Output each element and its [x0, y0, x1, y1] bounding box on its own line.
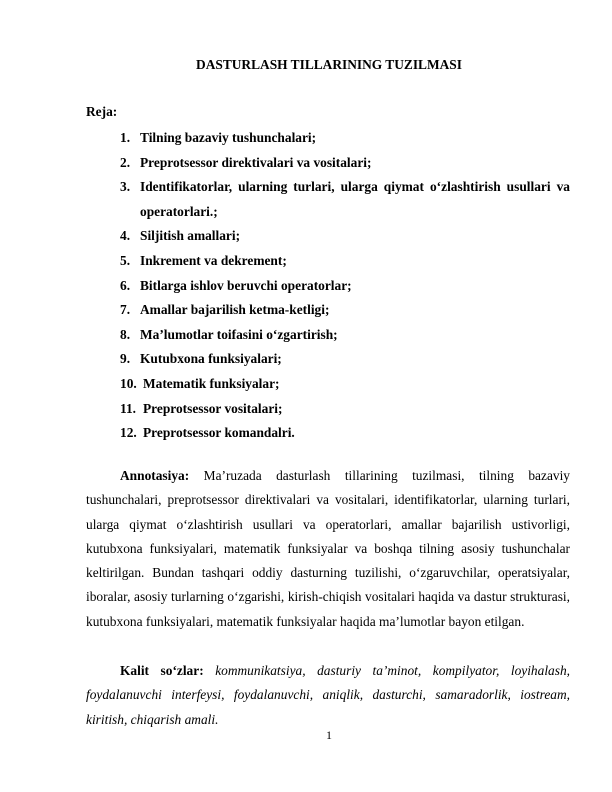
plan-item: [120, 298, 570, 323]
plan-item-text: Preprotsessor vositalari;: [143, 400, 283, 416]
plan-item-text: Preprotsessor direktivalari va vositalari;: [140, 154, 372, 170]
plan-item-text: Inkrement va dekrement;: [140, 252, 287, 268]
plan-item-number: 6.: [120, 277, 131, 293]
annotation-text: Ma’ruzada dasturlash tillarining tuzilmasi, tilning bazaviy tushunchalari, preprotsessor direktivalari va vositalari, identifikatorlar, ularning turlari, ularga qiymat o‘zlashtirish usullari va operatorlari, amallar bajarilish ustivorligi, kutubxona funksiyalari, matematik funksiyalar va boshqa tilning asosiy tushunchalar keltirilgan. Bundan tashqari oddiy dasturning tuzilishi, o‘zgaruvchilar, operatsiyalar, iboralar, asosiy turlarning o‘zgarishi, kirish-chiqish vositalari haqida va dastur strukturasi, kutubxona funksiyalari, matematik funksiyalar haqida ma’lumotlar bayon etilgan.: [86, 468, 570, 629]
plan-item: [120, 126, 570, 151]
plan-heading: Reja:: [86, 104, 118, 119]
annotation-label: Annotasiya:: [120, 468, 190, 483]
plan-item-text: Ma’lumotlar toifasini o‘zgartirish;: [140, 326, 338, 342]
annotation-paragraph: [86, 464, 570, 634]
plan-item-number: 10.: [120, 375, 137, 391]
plan-item-number: 11.: [120, 400, 136, 416]
plan-item: [120, 175, 570, 224]
plan-item: [120, 372, 570, 397]
plan-item-text: Tilning bazaviy tushunchalari;: [140, 130, 317, 145]
plan-item-text: Kutubxona funksiyalari;: [140, 351, 282, 367]
plan-item: [120, 323, 570, 348]
plan-item-text: Identifikatorlar, ularning turlari, ularga qiymat o‘zlashtirish usullari va operatorlari.;: [140, 179, 570, 219]
plan-item: [120, 347, 570, 372]
plan-item-number: 3.: [120, 179, 131, 195]
plan-item-text: Preprotsessor komandalri.: [143, 425, 295, 441]
keywords-label: Kalit so‘zlar:: [120, 663, 204, 678]
plan-item-number: 12.: [120, 425, 137, 441]
keywords-text: kommunikatsiya, dasturiy ta’minot, kompilyator, loyihalash, foydalanuvchi interfeysi, foydalanuvchi, aniqlik, dasturchi, samaradorlik, iostream, kiritish, chiqarish amali.: [86, 663, 570, 727]
plan-item: [120, 274, 570, 299]
keywords-paragraph: [86, 659, 570, 732]
plan-item: [120, 421, 570, 446]
plan-item-number: 1.: [120, 130, 131, 145]
plan-item-number: 5.: [120, 252, 131, 268]
plan-item: [120, 224, 570, 249]
plan-item-text: Amallar bajarilish ketma-ketligi;: [140, 302, 330, 318]
plan-list: [120, 126, 570, 446]
plan-item-number: 8.: [120, 326, 131, 342]
plan-item-number: 7.: [120, 302, 131, 318]
plan-item-number: 4.: [120, 228, 131, 244]
plan-item: [120, 397, 570, 422]
plan-item: [120, 151, 570, 176]
plan-item: [120, 249, 570, 274]
plan-item-number: 2.: [120, 154, 131, 170]
plan-item-text: Siljitish amallari;: [140, 228, 241, 244]
plan-item-text: Bitlarga ishlov beruvchi operatorlar;: [140, 277, 352, 293]
plan-item-number: 9.: [120, 351, 131, 367]
document-title: DASTURLASH TILLARINING TUZILMASI: [196, 57, 462, 72]
page-number: 1: [326, 728, 332, 742]
plan-item-text: Matematik funksiyalar;: [143, 375, 280, 391]
